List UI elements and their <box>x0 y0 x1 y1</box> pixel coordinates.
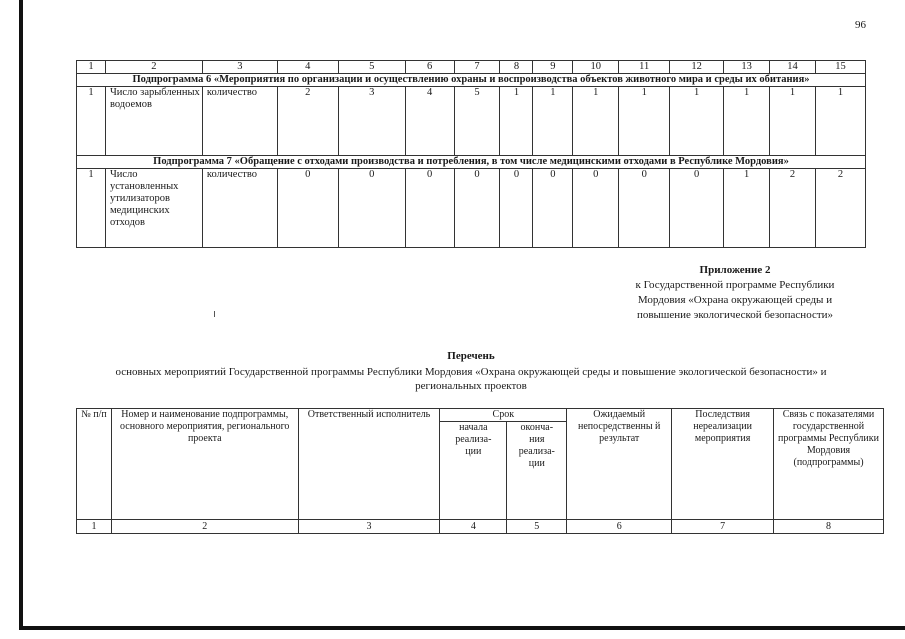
subprogram-7-title: Подпрограмма 7 «Обращение с отходами производства и потребления, в том числе медицинскими отходами в Республике Мордовия» <box>77 156 866 169</box>
column-number: 1 <box>77 61 106 74</box>
indicator-value: 0 <box>670 169 724 248</box>
column-number: 13 <box>724 61 770 74</box>
header-term-start: начала реализа- ции <box>440 422 507 520</box>
header-name: Номер и наименование подпрограммы, основного мероприятия, регионального проекта <box>111 409 298 520</box>
header-term-end: оконча- ния реализа- ции <box>507 422 567 520</box>
header-term: Срок <box>440 409 567 422</box>
column-number-row <box>77 61 866 74</box>
indicator-value: 3 <box>338 87 405 156</box>
header-consequences: Последствия нереализации мероприятия <box>672 409 774 520</box>
indicator-value: 0 <box>500 169 533 248</box>
column-number: 3 <box>298 520 440 534</box>
column-number: 7 <box>672 520 774 534</box>
indicator-value: 2 <box>815 169 865 248</box>
indicator-value: 0 <box>533 169 573 248</box>
column-number: 5 <box>507 520 567 534</box>
indicator-value: 1 <box>573 87 619 156</box>
row-number: 1 <box>77 87 106 156</box>
appendix-line: повышение экологической безопасности» <box>636 309 834 321</box>
list-title: Перечень <box>447 350 495 362</box>
subprogram-7-header-row <box>77 156 866 169</box>
indicator-value: 0 <box>454 169 500 248</box>
table-row <box>77 87 866 156</box>
column-number: 6 <box>405 61 454 74</box>
header-row <box>77 409 884 422</box>
column-number: 7 <box>454 61 500 74</box>
appendix-block <box>590 263 880 323</box>
indicator-value: 5 <box>454 87 500 156</box>
indicator-value: 0 <box>573 169 619 248</box>
header-num: № п/п <box>77 409 112 520</box>
appendix-line: Мордовия «Охрана окружающей среды и <box>637 294 833 306</box>
column-number-row <box>77 520 884 534</box>
indicators-table <box>76 60 866 248</box>
column-number: 15 <box>815 61 865 74</box>
indicator-unit: количество <box>202 169 277 248</box>
subprogram-6-title: Подпрограмма 6 «Мероприятия по организации и осуществлению охраны и воспроизводства объектов животного мира и среды их обитания» <box>77 74 866 87</box>
indicator-value: 4 <box>405 87 454 156</box>
column-number: 2 <box>105 61 202 74</box>
appendix-title: Приложение 2 <box>699 264 771 276</box>
column-number: 8 <box>500 61 533 74</box>
indicator-value: 0 <box>405 169 454 248</box>
scan-speck <box>214 311 215 317</box>
indicator-value: 0 <box>338 169 405 248</box>
column-number: 11 <box>619 61 670 74</box>
scan-border-bottom <box>19 626 905 630</box>
indicator-value: 2 <box>770 169 816 248</box>
indicator-value: 1 <box>770 87 816 156</box>
indicator-value: 1 <box>500 87 533 156</box>
indicator-value: 1 <box>533 87 573 156</box>
column-number: 14 <box>770 61 816 74</box>
column-number: 3 <box>202 61 277 74</box>
page-number: 96 <box>855 19 866 31</box>
column-number: 4 <box>440 520 507 534</box>
header-indicator-link: Связь с показателями государственной программы Республики Мордовия (подпрограммы) <box>774 409 884 520</box>
table-row <box>77 169 866 248</box>
indicator-value: 1 <box>724 169 770 248</box>
appendix-line: к Государственной программе Республики <box>635 279 835 291</box>
header-responsible: Ответственный исполнитель <box>298 409 440 520</box>
column-number: 12 <box>670 61 724 74</box>
column-number: 4 <box>277 61 338 74</box>
indicator-value: 2 <box>277 87 338 156</box>
indicator-name: Число зарыбленных водоемов <box>105 87 202 156</box>
indicator-value: 0 <box>277 169 338 248</box>
scan-border-left <box>19 0 23 630</box>
column-number: 1 <box>77 520 112 534</box>
indicator-name: Число установленных утилизаторов медицинских отходов <box>105 169 202 248</box>
column-number: 10 <box>573 61 619 74</box>
indicator-value: 1 <box>619 87 670 156</box>
column-number: 2 <box>111 520 298 534</box>
header-expected-result: Ожидаемый непосредственны й результат <box>567 409 672 520</box>
column-number: 8 <box>774 520 884 534</box>
indicator-value: 1 <box>724 87 770 156</box>
indicator-value: 0 <box>619 169 670 248</box>
row-number: 1 <box>77 169 106 248</box>
subprogram-6-header-row <box>77 74 866 87</box>
list-subtitle: основных мероприятий Государственной программы Республики Мордовия «Охрана окружающей среды и повышение экологической безопасности» и региональных проектов <box>115 366 827 392</box>
column-number: 5 <box>338 61 405 74</box>
column-number: 6 <box>567 520 672 534</box>
indicator-unit: количество <box>202 87 277 156</box>
activities-table <box>76 408 884 534</box>
column-number: 9 <box>533 61 573 74</box>
indicator-value: 1 <box>815 87 865 156</box>
indicator-value: 1 <box>670 87 724 156</box>
